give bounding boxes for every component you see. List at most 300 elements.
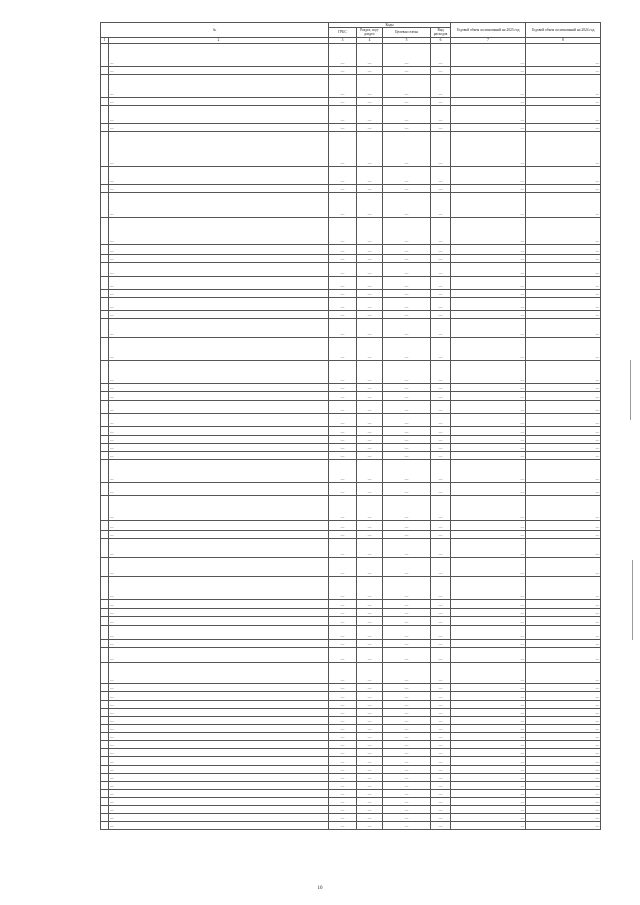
row-razdel: — — [357, 708, 383, 716]
row-target: — — [383, 576, 431, 599]
row-amount-2023: — — [451, 599, 526, 608]
row-name: — — [109, 797, 329, 805]
row-razdel: — — [357, 184, 383, 192]
row-razdel: — — [357, 400, 383, 413]
row-grbs: — — [329, 732, 357, 740]
row-index-cell — [101, 495, 109, 520]
row-amount-2024: — — [526, 647, 601, 662]
row-vid: — — [431, 459, 451, 482]
row-amount-2024: — — [526, 557, 601, 576]
row-razdel: — — [357, 383, 383, 391]
row-target: — — [383, 700, 431, 708]
header-no: № — [101, 23, 329, 38]
row-name: — — [109, 805, 329, 813]
row-amount-2024: — — [526, 538, 601, 557]
table-row — [101, 276, 601, 289]
header-2024: Годовой объем ассигнований на 2024 год — [526, 23, 601, 38]
table-row — [101, 520, 601, 530]
row-razdel: — — [357, 435, 383, 443]
row-index-cell — [101, 616, 109, 625]
row-name: — — [109, 557, 329, 576]
table-row — [101, 131, 601, 166]
row-amount-2023: — — [451, 43, 526, 66]
row-grbs: — — [329, 289, 357, 297]
row-index-cell — [101, 625, 109, 639]
row-vid: — — [431, 105, 451, 123]
row-index-cell — [101, 400, 109, 413]
row-name: — — [109, 530, 329, 538]
header-razdel: Раздел, под-раздел — [357, 28, 383, 37]
row-vid: — — [431, 166, 451, 184]
row-target: — — [383, 166, 431, 184]
row-index-cell — [101, 337, 109, 360]
row-index-cell — [101, 131, 109, 166]
row-name: — — [109, 66, 329, 74]
row-razdel: — — [357, 683, 383, 691]
row-target: — — [383, 608, 431, 616]
row-grbs: — — [329, 700, 357, 708]
table-row — [101, 426, 601, 435]
table-row — [101, 435, 601, 443]
row-amount-2024: — — [526, 123, 601, 131]
row-amount-2023: — — [451, 391, 526, 400]
row-name: — — [109, 625, 329, 639]
row-amount-2024: — — [526, 244, 601, 254]
row-vid: — — [431, 360, 451, 383]
row-name: — — [109, 459, 329, 482]
row-vid: — — [431, 576, 451, 599]
row-amount-2023: — — [451, 716, 526, 724]
row-amount-2023: — — [451, 254, 526, 262]
row-razdel: — — [357, 426, 383, 435]
table-row — [101, 821, 601, 829]
row-amount-2023: — — [451, 781, 526, 789]
table-row — [101, 318, 601, 337]
row-name: — — [109, 435, 329, 443]
row-grbs: — — [329, 123, 357, 131]
row-name: — — [109, 599, 329, 608]
row-amount-2024: — — [526, 337, 601, 360]
row-amount-2024: — — [526, 683, 601, 691]
row-vid: — — [431, 813, 451, 821]
table-row — [101, 773, 601, 781]
header-vid: Вид расходов — [431, 28, 451, 37]
row-grbs: — — [329, 318, 357, 337]
row-razdel: — — [357, 805, 383, 813]
table-row — [101, 608, 601, 616]
row-index-cell — [101, 254, 109, 262]
row-razdel: — — [357, 451, 383, 459]
row-amount-2024: — — [526, 789, 601, 797]
row-razdel: — — [357, 781, 383, 789]
row-amount-2023: — — [451, 821, 526, 829]
row-index-cell — [101, 383, 109, 391]
column-number: 4 — [357, 37, 383, 43]
row-name: — — [109, 400, 329, 413]
row-amount-2023: — — [451, 797, 526, 805]
row-name: — — [109, 97, 329, 105]
row-amount-2023: — — [451, 724, 526, 732]
row-amount-2024: — — [526, 821, 601, 829]
row-razdel: — — [357, 74, 383, 97]
row-vid: — — [431, 639, 451, 647]
table-row — [101, 691, 601, 700]
row-vid: — — [431, 495, 451, 520]
row-amount-2024: — — [526, 805, 601, 813]
row-grbs: — — [329, 413, 357, 426]
row-amount-2023: — — [451, 538, 526, 557]
row-amount-2024: — — [526, 426, 601, 435]
row-grbs: — — [329, 781, 357, 789]
row-razdel: — — [357, 557, 383, 576]
row-vid: — — [431, 748, 451, 756]
row-index-cell — [101, 805, 109, 813]
row-grbs: — — [329, 426, 357, 435]
row-target: — — [383, 318, 431, 337]
table-row — [101, 43, 601, 66]
row-vid: — — [431, 217, 451, 244]
row-amount-2023: — — [451, 123, 526, 131]
table-row — [101, 400, 601, 413]
header-2023: Годовой объем ассигнований на 2023 год — [451, 23, 526, 38]
row-grbs: — — [329, 789, 357, 797]
row-target: — — [383, 781, 431, 789]
row-grbs: — — [329, 297, 357, 310]
row-vid: — — [431, 765, 451, 773]
row-name: — — [109, 192, 329, 217]
row-name: — — [109, 821, 329, 829]
row-index-cell — [101, 310, 109, 318]
column-number: 3 — [329, 37, 357, 43]
row-name: — — [109, 616, 329, 625]
row-target: — — [383, 262, 431, 276]
row-target: — — [383, 557, 431, 576]
row-amount-2024: — — [526, 482, 601, 495]
row-target: — — [383, 662, 431, 683]
row-index-cell — [101, 647, 109, 662]
row-razdel: — — [357, 391, 383, 400]
row-target: — — [383, 805, 431, 813]
row-amount-2023: — — [451, 262, 526, 276]
row-amount-2024: — — [526, 781, 601, 789]
row-vid: — — [431, 625, 451, 639]
row-razdel: — — [357, 616, 383, 625]
row-name: — — [109, 383, 329, 391]
row-name: — — [109, 254, 329, 262]
row-grbs: — — [329, 105, 357, 123]
row-razdel: — — [357, 297, 383, 310]
row-target: — — [383, 789, 431, 797]
row-razdel: — — [357, 244, 383, 254]
row-amount-2023: — — [451, 451, 526, 459]
row-index-cell — [101, 538, 109, 557]
table-row — [101, 360, 601, 383]
row-amount-2024: — — [526, 184, 601, 192]
table-row — [101, 765, 601, 773]
row-name: — — [109, 451, 329, 459]
row-vid: — — [431, 608, 451, 616]
row-index-cell — [101, 262, 109, 276]
row-razdel: — — [357, 599, 383, 608]
row-amount-2024: — — [526, 297, 601, 310]
row-razdel: — — [357, 131, 383, 166]
row-vid: — — [431, 123, 451, 131]
row-grbs: — — [329, 360, 357, 383]
row-grbs: — — [329, 662, 357, 683]
row-grbs: — — [329, 773, 357, 781]
row-name: — — [109, 789, 329, 797]
row-amount-2023: — — [451, 700, 526, 708]
row-amount-2024: — — [526, 724, 601, 732]
row-index-cell — [101, 318, 109, 337]
row-amount-2024: — — [526, 254, 601, 262]
table-row — [101, 192, 601, 217]
row-vid: — — [431, 599, 451, 608]
row-name: — — [109, 443, 329, 451]
row-target: — — [383, 276, 431, 289]
row-grbs: — — [329, 683, 357, 691]
table-row — [101, 576, 601, 599]
row-target: — — [383, 289, 431, 297]
row-amount-2024: — — [526, 217, 601, 244]
row-grbs: — — [329, 647, 357, 662]
row-grbs: — — [329, 337, 357, 360]
row-razdel: — — [357, 530, 383, 538]
row-amount-2023: — — [451, 66, 526, 74]
row-grbs: — — [329, 276, 357, 289]
row-razdel: — — [357, 276, 383, 289]
column-number: 7 — [451, 37, 526, 43]
row-target: — — [383, 724, 431, 732]
row-amount-2023: — — [451, 732, 526, 740]
row-name: — — [109, 391, 329, 400]
row-target: — — [383, 813, 431, 821]
table-row — [101, 805, 601, 813]
row-name: — — [109, 166, 329, 184]
row-target: — — [383, 66, 431, 74]
row-amount-2024: — — [526, 276, 601, 289]
row-vid: — — [431, 276, 451, 289]
table-row — [101, 74, 601, 97]
row-index-cell — [101, 97, 109, 105]
row-amount-2023: — — [451, 576, 526, 599]
row-grbs: — — [329, 262, 357, 276]
row-target: — — [383, 97, 431, 105]
row-razdel: — — [357, 192, 383, 217]
row-target: — — [383, 691, 431, 700]
table-row — [101, 391, 601, 400]
row-grbs: — — [329, 740, 357, 748]
row-index-cell — [101, 435, 109, 443]
row-target: — — [383, 821, 431, 829]
row-target: — — [383, 400, 431, 413]
row-target: — — [383, 748, 431, 756]
row-index-cell — [101, 217, 109, 244]
row-index-cell — [101, 639, 109, 647]
row-razdel: — — [357, 797, 383, 805]
row-amount-2023: — — [451, 166, 526, 184]
row-razdel: — — [357, 443, 383, 451]
row-index-cell — [101, 797, 109, 805]
table-row — [101, 262, 601, 276]
row-grbs: — — [329, 625, 357, 639]
row-vid: — — [431, 400, 451, 413]
row-vid: — — [431, 557, 451, 576]
row-razdel: — — [357, 716, 383, 724]
row-name: — — [109, 748, 329, 756]
row-name: — — [109, 538, 329, 557]
row-name: — — [109, 765, 329, 773]
row-index-cell — [101, 821, 109, 829]
row-target: — — [383, 297, 431, 310]
table-row — [101, 443, 601, 451]
row-amount-2024: — — [526, 813, 601, 821]
table-row — [101, 482, 601, 495]
row-name: — — [109, 360, 329, 383]
row-target: — — [383, 756, 431, 765]
row-target: — — [383, 740, 431, 748]
row-vid: — — [431, 691, 451, 700]
row-amount-2024: — — [526, 520, 601, 530]
row-target: — — [383, 184, 431, 192]
table-row — [101, 781, 601, 789]
row-amount-2024: — — [526, 748, 601, 756]
row-amount-2023: — — [451, 495, 526, 520]
row-amount-2023: — — [451, 310, 526, 318]
row-razdel: — — [357, 337, 383, 360]
column-number: 5 — [383, 37, 431, 43]
row-grbs: — — [329, 576, 357, 599]
row-name: — — [109, 683, 329, 691]
row-name: — — [109, 413, 329, 426]
row-index-cell — [101, 756, 109, 765]
table-row — [101, 732, 601, 740]
row-grbs: — — [329, 821, 357, 829]
row-amount-2024: — — [526, 43, 601, 66]
row-vid: — — [431, 131, 451, 166]
row-grbs: — — [329, 244, 357, 254]
table-row — [101, 538, 601, 557]
row-target: — — [383, 482, 431, 495]
row-amount-2024: — — [526, 318, 601, 337]
row-index-cell — [101, 716, 109, 724]
row-target: — — [383, 797, 431, 805]
table-row — [101, 413, 601, 426]
row-target: — — [383, 310, 431, 318]
table-row — [101, 66, 601, 74]
row-grbs: — — [329, 765, 357, 773]
row-grbs: — — [329, 310, 357, 318]
row-target: — — [383, 732, 431, 740]
row-vid: — — [431, 435, 451, 443]
row-vid: — — [431, 700, 451, 708]
row-index-cell — [101, 683, 109, 691]
row-vid: — — [431, 724, 451, 732]
row-amount-2023: — — [451, 789, 526, 797]
row-vid: — — [431, 413, 451, 426]
row-razdel: — — [357, 732, 383, 740]
row-razdel: — — [357, 105, 383, 123]
row-grbs: — — [329, 495, 357, 520]
row-name: — — [109, 482, 329, 495]
row-target: — — [383, 443, 431, 451]
row-razdel: — — [357, 482, 383, 495]
row-razdel: — — [357, 625, 383, 639]
table-row — [101, 797, 601, 805]
table-row — [101, 740, 601, 748]
row-grbs: — — [329, 813, 357, 821]
row-amount-2024: — — [526, 400, 601, 413]
table-row — [101, 599, 601, 608]
row-grbs: — — [329, 43, 357, 66]
table-row — [101, 616, 601, 625]
row-amount-2023: — — [451, 192, 526, 217]
row-amount-2023: — — [451, 289, 526, 297]
row-vid: — — [431, 538, 451, 557]
row-vid: — — [431, 289, 451, 297]
row-amount-2024: — — [526, 435, 601, 443]
row-target: — — [383, 43, 431, 66]
row-name: — — [109, 740, 329, 748]
table-row — [101, 97, 601, 105]
row-amount-2024: — — [526, 495, 601, 520]
row-amount-2023: — — [451, 756, 526, 765]
row-name: — — [109, 276, 329, 289]
row-grbs: — — [329, 482, 357, 495]
row-amount-2023: — — [451, 337, 526, 360]
row-razdel: — — [357, 413, 383, 426]
row-index-cell — [101, 43, 109, 66]
row-index-cell — [101, 360, 109, 383]
row-target: — — [383, 435, 431, 443]
row-grbs: — — [329, 74, 357, 97]
row-vid: — — [431, 391, 451, 400]
row-target: — — [383, 426, 431, 435]
row-amount-2024: — — [526, 391, 601, 400]
row-amount-2024: — — [526, 797, 601, 805]
row-name: — — [109, 662, 329, 683]
row-vid: — — [431, 789, 451, 797]
row-razdel: — — [357, 724, 383, 732]
row-amount-2024: — — [526, 700, 601, 708]
row-name: — — [109, 781, 329, 789]
table-row — [101, 289, 601, 297]
row-amount-2023: — — [451, 740, 526, 748]
row-razdel: — — [357, 821, 383, 829]
row-index-cell — [101, 459, 109, 482]
row-index-cell — [101, 184, 109, 192]
row-target: — — [383, 123, 431, 131]
row-grbs: — — [329, 192, 357, 217]
row-amount-2024: — — [526, 599, 601, 608]
row-name: — — [109, 520, 329, 530]
table-row — [101, 184, 601, 192]
row-amount-2024: — — [526, 691, 601, 700]
row-amount-2024: — — [526, 413, 601, 426]
table-row — [101, 708, 601, 716]
row-target: — — [383, 773, 431, 781]
row-amount-2023: — — [451, 383, 526, 391]
table-row — [101, 530, 601, 538]
row-grbs: — — [329, 166, 357, 184]
row-amount-2024: — — [526, 451, 601, 459]
row-index-cell — [101, 608, 109, 616]
row-amount-2024: — — [526, 639, 601, 647]
row-razdel: — — [357, 748, 383, 756]
row-amount-2023: — — [451, 426, 526, 435]
row-name: — — [109, 495, 329, 520]
row-grbs: — — [329, 435, 357, 443]
